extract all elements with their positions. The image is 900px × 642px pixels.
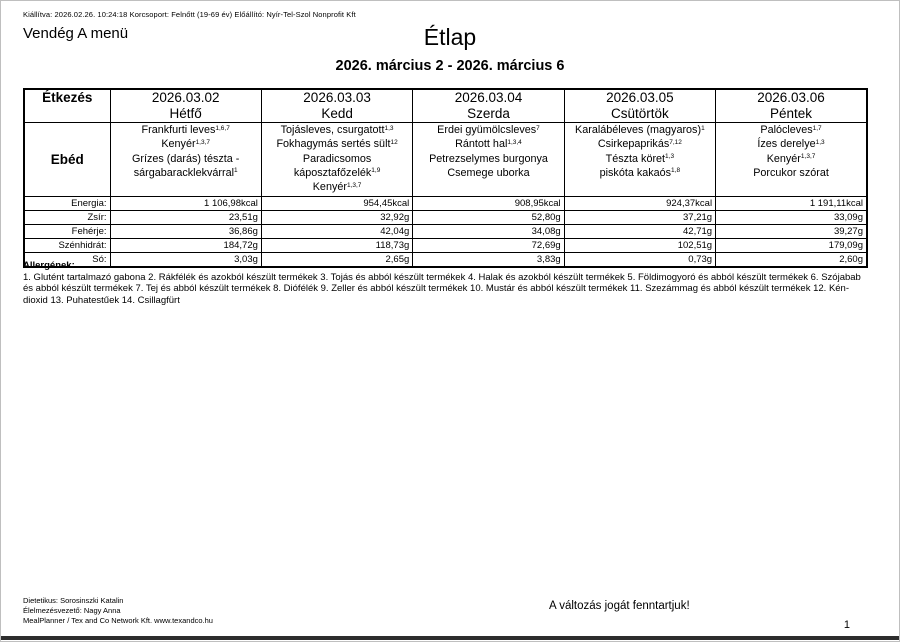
- nutrition-value: 37,21g: [564, 211, 715, 225]
- day-weekday: Csütörtök: [610, 105, 669, 121]
- allergen-superscript: 1,3,4: [507, 138, 522, 146]
- allergen-superscript: 7: [536, 124, 540, 132]
- nutrition-value: 2,60g: [716, 253, 867, 268]
- nutrition-value: 954,45kcal: [261, 197, 412, 211]
- nutrition-label: Fehérje:: [24, 225, 110, 239]
- nutrition-value: 908,95kcal: [413, 197, 564, 211]
- table-header-row: [24, 89, 867, 123]
- allergens-heading: Allergének:: [23, 260, 75, 271]
- meal-item: piskóta kakaós$^{1,8}$: [599, 166, 681, 179]
- nutrition-label: Zsír:: [24, 211, 110, 225]
- allergen-superscript: 1,3: [665, 153, 675, 160]
- meal-item: Grízes (darás) tészta - sárgabaracklekvárral$^1$: [131, 152, 240, 179]
- menu-name: Vendég A menü: [23, 25, 129, 42]
- nutrition-row: [24, 239, 867, 253]
- meal-item: Karalábéleves (magyaros)$^1$: [575, 124, 705, 136]
- allergen-superscript: 12: [390, 138, 398, 146]
- meal-cell: [261, 123, 412, 197]
- nutrition-row: [24, 225, 867, 239]
- allergen-superscript: 1: [701, 124, 705, 132]
- day-weekday: Kedd: [321, 105, 353, 121]
- allergen-superscript: 1,3: [384, 124, 394, 132]
- footer-credits: [23, 596, 213, 625]
- day-date: 2026.03.03: [303, 90, 371, 105]
- day-date: 2026.03.05: [606, 90, 674, 105]
- meal-item: Ízes derelye$^{1,3}$: [757, 138, 825, 151]
- meal-item: Erdei gyümölcsleves$^7$: [437, 124, 540, 136]
- meal-item: Kenyér$^{1,3,7}$: [312, 181, 362, 193]
- nutrition-value: 184,72g: [110, 239, 261, 253]
- day-weekday: Szerda: [467, 105, 510, 121]
- allergen-superscript: 1,3,7: [195, 138, 211, 146]
- nutrition-value: 33,09g: [716, 211, 867, 225]
- nutrition-row: [24, 197, 867, 211]
- day-date: 2026.03.02: [151, 90, 220, 105]
- nutrition-value: 3,83g: [413, 253, 564, 268]
- meal-row: [24, 123, 867, 197]
- allergens-text: 1. Glutént tartalmazó gabona 2. Rákfélék és azokból készült termékek 3. Tojás és abból készült termékek 4. Halak és azokból készült termékek 5. Földimogyoró és abból készült termékek 6. Szójabab és abból készült termékek 7. Tej és abból készült termékek 8. Diófélék 9. Zeller és abból készült termékek 10. Mustár és abból készült termékek 11. Szezámmag és abból készült termékek 12. Kén-dioxid 13. Puhatestűek 14. Csillagfürt: [23, 272, 861, 306]
- meal-item: Palócleves$^{1,7}$: [760, 124, 822, 136]
- meal-item: Paradicsomos káposztafőzelék$^{1,9}$: [293, 152, 381, 179]
- allergen-superscript: 1,7: [812, 124, 822, 132]
- meal-item: Csirkepaprikás$^{7,12}$: [597, 138, 682, 151]
- dietitian-line: Dietetikus: Sorosinszki Katalin: [23, 596, 124, 605]
- nutrition-value: 34,08g: [413, 225, 564, 239]
- meal-item: Csemege uborka: [447, 166, 530, 179]
- allergen-superscript: 7,12: [669, 138, 682, 146]
- day-header: [110, 89, 261, 123]
- issued-meta-line: Kiállítva: 2026.02.26. 10:24:18 Korcsoport: Felnőtt (19-69 év) Előállító: Nyír-Tel-Szol Nonprofit Kft: [23, 10, 356, 19]
- day-header: [716, 89, 867, 123]
- weekly-menu-table: [23, 88, 868, 268]
- nutrition-value: 32,92g: [261, 211, 412, 225]
- allergen-superscript: 1,8: [671, 167, 681, 175]
- page-number: 1: [843, 619, 850, 631]
- allergen-superscript: 1,3: [815, 138, 825, 146]
- nutrition-label: Só:: [24, 253, 110, 268]
- nutrition-value: 1 106,98kcal: [110, 197, 261, 211]
- nutrition-value: 3,03g: [110, 253, 261, 268]
- meal-item: Tojásleves, csurgatott$^{1,3}$: [280, 124, 394, 136]
- day-header: [413, 89, 564, 123]
- meal-cell: [716, 123, 867, 197]
- nutrition-value: 0,73g: [564, 253, 715, 268]
- nutrition-value: 42,71g: [564, 225, 715, 239]
- nutrition-value: 23,51g: [110, 211, 261, 225]
- nutrition-value: 42,04g: [261, 225, 412, 239]
- nutrition-value: 1 191,11kcal: [716, 197, 867, 211]
- meal-column-header: Étkezés: [24, 89, 110, 123]
- meal-item: Kenyér$^{1,3,7}$: [766, 152, 816, 165]
- bottom-bar: [1, 636, 899, 640]
- nutrition-value: 52,80g: [413, 211, 564, 225]
- day-date: 2026.03.06: [757, 90, 825, 105]
- nutrition-value: 39,27g: [716, 225, 867, 239]
- meal-item: Kenyér$^{1,3,7}$: [161, 138, 211, 151]
- meal-item: Fokhagymás sertés sült$^{12}$: [276, 138, 398, 151]
- meal-item: Porcukor szórat: [753, 166, 829, 179]
- allergen-superscript: 1,3,7: [346, 181, 362, 189]
- software-line: MealPlanner / Tex and Co Network Kft. www.texandco.hu: [23, 615, 213, 625]
- day-weekday: Hétfő: [169, 105, 202, 121]
- nutrition-value: 179,09g: [716, 239, 867, 253]
- nutrition-value: 72,69g: [413, 239, 564, 253]
- day-weekday: Péntek: [770, 105, 813, 121]
- meal-row-label: Ebéd: [24, 123, 110, 197]
- day-header: [261, 89, 412, 123]
- nutrition-value: 36,86g: [110, 225, 261, 239]
- nutrition-row: [24, 211, 867, 225]
- meal-cell: [110, 123, 261, 197]
- nutrition-value: 102,51g: [564, 239, 715, 253]
- nutrition-label: Energia:: [24, 197, 110, 211]
- nutrition-label: Szénhidrát:: [24, 239, 110, 253]
- nutrition-value: 924,37kcal: [564, 197, 715, 211]
- allergen-superscript: 1,9: [371, 167, 381, 175]
- nutrition-value: 2,65g: [261, 253, 412, 268]
- allergens-section: [23, 260, 869, 306]
- day-date: 2026.03.04: [454, 90, 523, 105]
- food-manager-line: Élelmezésvezető: Nagy Anna: [23, 605, 121, 615]
- change-disclaimer: A változás jogát fenntartjuk!: [549, 600, 690, 612]
- nutrition-value: 118,73g: [261, 239, 412, 253]
- meal-item: Frankfurti leves$^{1,6,7}$: [141, 124, 230, 136]
- day-header: [564, 89, 715, 123]
- meal-item: Tészta köret$^{1,3}$: [605, 152, 675, 165]
- meal-item: Rántott hal$^{1,3,4}$: [455, 138, 522, 151]
- meal-cell: [564, 123, 715, 197]
- date-range: 2026. március 2 - 2026. március 6: [335, 58, 565, 74]
- allergen-superscript: 1,3,7: [800, 153, 816, 160]
- page-title: Étlap: [423, 24, 477, 50]
- meal-item: Petrezselymes burgonya: [429, 152, 548, 165]
- allergen-superscript: 1,6,7: [215, 124, 230, 132]
- allergen-superscript: 1: [233, 167, 238, 175]
- meal-cell: [413, 123, 564, 197]
